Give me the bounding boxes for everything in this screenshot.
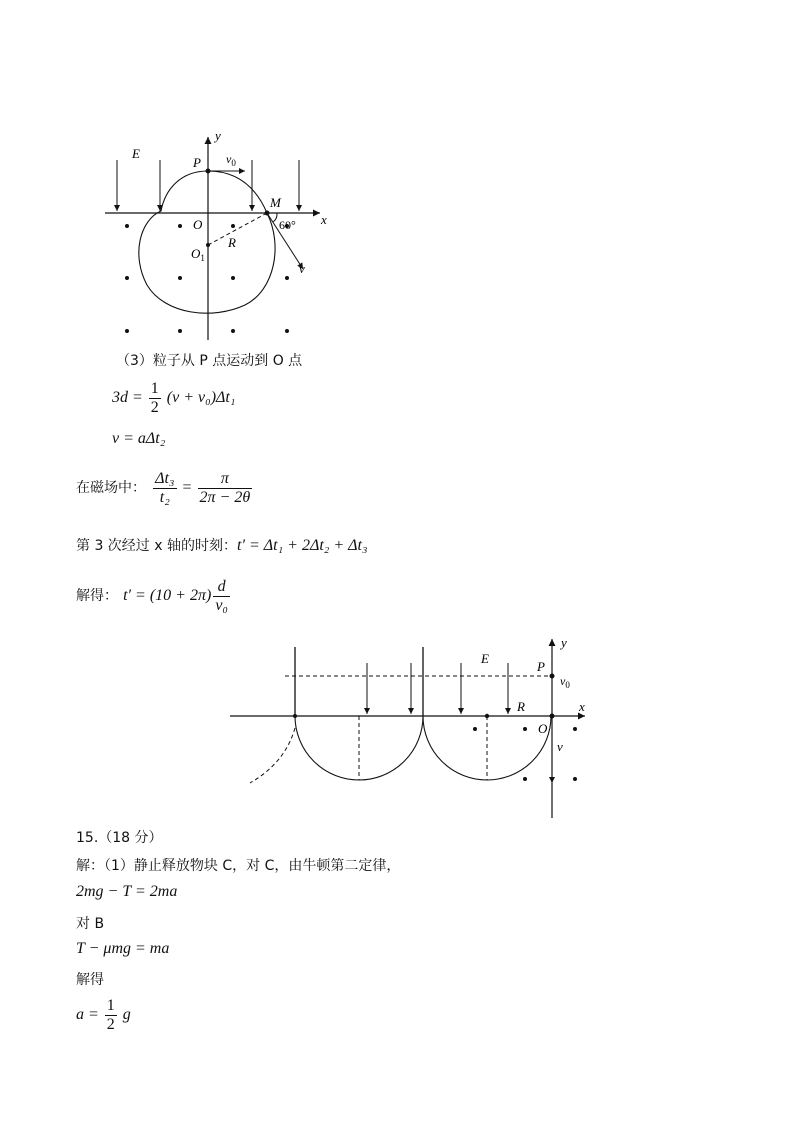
q15-line1: 解：（1）静止释放物块 C，对 C，由牛顿第二定律，	[76, 858, 401, 874]
label-M: M	[270, 195, 281, 210]
fig2-label-E: E	[481, 651, 489, 666]
part3-heading: （3）粒子从 P 点运动到 O 点	[116, 353, 303, 369]
q15-eq1: 2mg − T = 2ma	[76, 883, 178, 900]
fig2-label-v0: $v_0$	[560, 674, 570, 690]
q15-eq3: a = $\frac{1}{2}$ g	[76, 997, 131, 1033]
q15-line2: 对 B	[76, 916, 105, 932]
q15-eq2: T − μmg = ma	[76, 940, 170, 957]
label-E: E	[132, 146, 140, 161]
label-O1: $O_1$	[191, 246, 205, 263]
q15-line3: 解得	[76, 972, 104, 988]
label-y: y	[215, 128, 221, 143]
part3-eq2: v = aΔt₂	[112, 430, 166, 447]
label-x: x	[321, 212, 327, 227]
part3-eq5: 解得： t′ = (10 + 2π) $\frac{d}{\text{v₀}}$	[76, 578, 228, 614]
label-P: P	[193, 155, 201, 170]
trajectory	[139, 171, 275, 313]
fig2-label-O: O	[538, 721, 548, 736]
part3-eq3: 在磁场中： $\frac{\text{Δt₃}}{\text{t₂}}$ = $\frac{\pi}{2\pi - 2\theta}$	[76, 470, 251, 506]
label-angle: 60°	[279, 218, 296, 232]
fig2-label-y: y	[561, 635, 567, 650]
figure-1	[95, 125, 345, 350]
fig2-label-R: R	[517, 699, 525, 714]
part3-eq1: 3d = $\frac{1}{2}$ (v + v₀)Δt₁	[112, 380, 236, 416]
label-v: v	[299, 261, 305, 276]
label-O: O	[193, 217, 203, 232]
fig2-label-P: P	[537, 659, 545, 674]
label-v0: $v_0$	[226, 152, 236, 168]
q15-heading: 15.（18 分）	[76, 830, 163, 846]
label-R: R	[228, 235, 236, 250]
fig2-label-x: x	[579, 699, 585, 714]
fig2-label-v: v	[557, 739, 563, 754]
figure-2	[225, 633, 595, 823]
part3-eq4: 第 3 次经过 x 轴的时刻：t′ = Δt₁ + 2Δt₂ + Δt₃	[76, 537, 368, 554]
